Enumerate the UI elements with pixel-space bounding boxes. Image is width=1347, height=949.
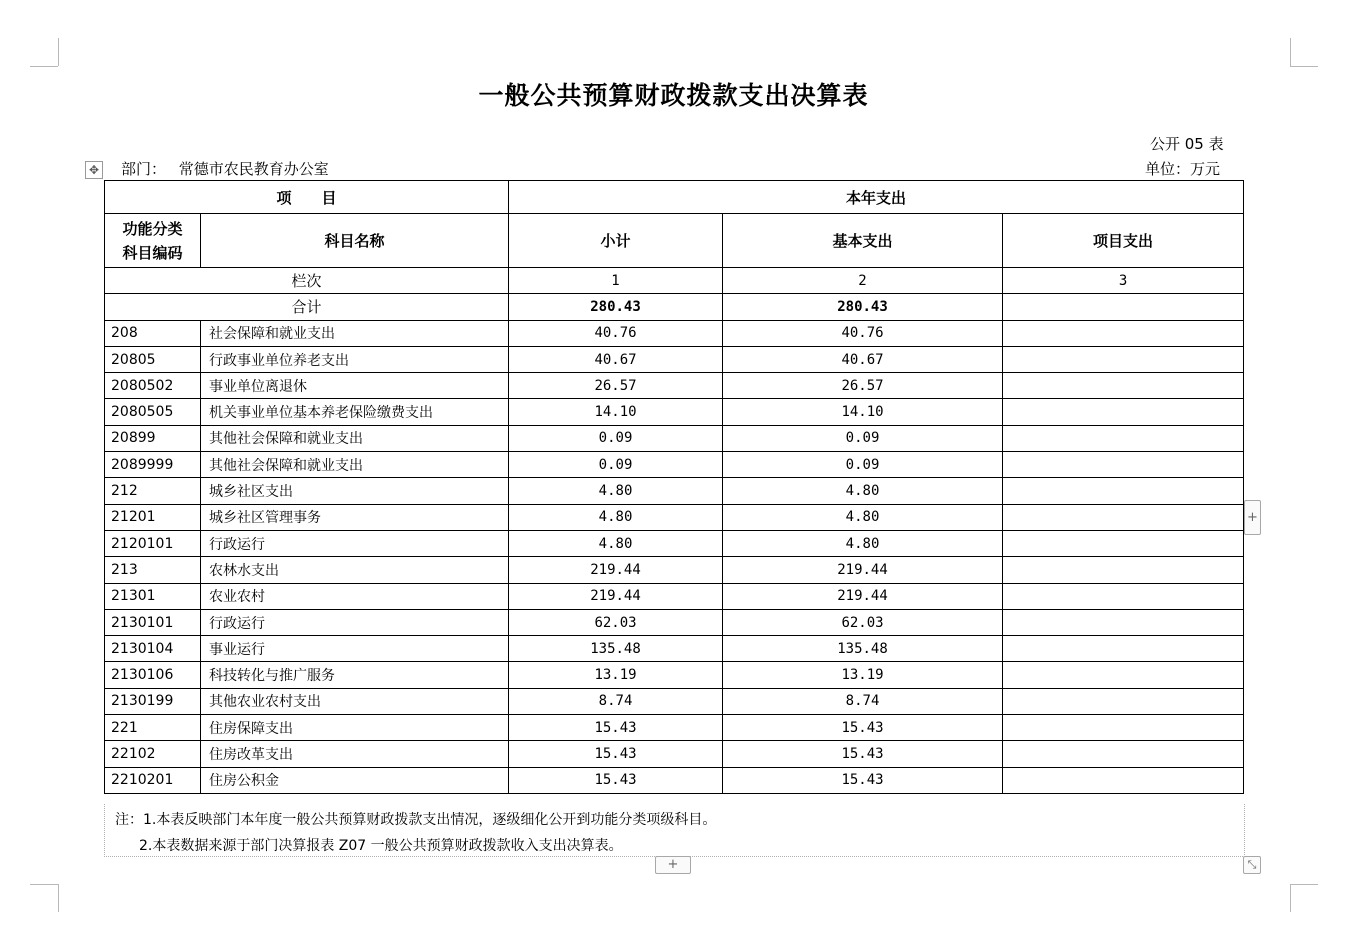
header-basic: 基本支出 (723, 214, 1003, 268)
row-code: 2130101 (105, 609, 201, 635)
header-project: 项目支出 (1003, 214, 1244, 268)
crop-mark (1290, 38, 1291, 66)
row-basic: 13.19 (723, 662, 1003, 688)
row-basic: 62.03 (723, 609, 1003, 635)
table-row (105, 320, 1244, 346)
row-name: 其他农业农村支出 (201, 688, 509, 714)
row-project (1003, 530, 1244, 556)
table-row (105, 715, 1244, 741)
row-basic: 15.43 (723, 741, 1003, 767)
note-1: 注：1.本表反映部门本年度一般公共预算财政拨款支出情况，逐级细化公开到功能分类项级科目。 (115, 812, 717, 828)
row-subtotal: 135.48 (509, 636, 723, 662)
table-row (105, 452, 1244, 478)
total-label: 合计 (105, 294, 509, 320)
crop-mark (58, 38, 59, 66)
crop-mark (30, 66, 58, 67)
row-code: 2210201 (105, 767, 201, 793)
table-header-row (105, 181, 1244, 214)
row-subtotal: 40.76 (509, 320, 723, 346)
crop-mark (1290, 66, 1318, 67)
expenditure-table (104, 180, 1244, 794)
row-project (1003, 425, 1244, 451)
row-project (1003, 609, 1244, 635)
table-row (105, 373, 1244, 399)
row-project (1003, 715, 1244, 741)
row-code: 2120101 (105, 530, 201, 556)
total-row (105, 294, 1244, 320)
row-basic: 15.43 (723, 767, 1003, 793)
row-code: 213 (105, 557, 201, 583)
row-project (1003, 583, 1244, 609)
row-code: 221 (105, 715, 201, 741)
row-basic: 0.09 (723, 425, 1003, 451)
add-row-button[interactable] (655, 856, 691, 874)
total-subtotal: 280.43 (509, 294, 723, 320)
row-name: 住房改革支出 (201, 741, 509, 767)
row-project (1003, 452, 1244, 478)
table-row (105, 741, 1244, 767)
row-code: 20805 (105, 346, 201, 372)
row-subtotal: 0.09 (509, 425, 723, 451)
department-label: 部门： (121, 160, 167, 178)
row-basic: 40.76 (723, 320, 1003, 346)
row-subtotal: 4.80 (509, 530, 723, 556)
row-subtotal: 219.44 (509, 557, 723, 583)
column-index-3: 3 (1003, 268, 1244, 294)
table-header-row (105, 214, 1244, 268)
row-subtotal: 26.57 (509, 373, 723, 399)
row-code: 21301 (105, 583, 201, 609)
row-basic: 14.10 (723, 399, 1003, 425)
plus-icon: + (1247, 510, 1258, 525)
row-subtotal: 15.43 (509, 767, 723, 793)
header-code: 功能分类 科目编码 (105, 214, 201, 268)
crop-mark (1290, 884, 1291, 912)
row-subtotal: 40.67 (509, 346, 723, 372)
header-subtotal: 小计 (509, 214, 723, 268)
crop-mark (30, 884, 58, 885)
form-number: 公开 05 表 (1150, 135, 1224, 153)
row-name: 社会保障和就业支出 (201, 320, 509, 346)
row-project (1003, 373, 1244, 399)
table-row (105, 583, 1244, 609)
add-column-button[interactable] (1244, 500, 1261, 535)
row-subtotal: 8.74 (509, 688, 723, 714)
row-name: 城乡社区支出 (201, 478, 509, 504)
header-expenditure: 本年支出 (509, 181, 1244, 214)
crop-mark (58, 884, 59, 912)
row-code: 2130199 (105, 688, 201, 714)
move-icon[interactable]: ✥ (85, 161, 103, 179)
row-subtotal: 15.43 (509, 741, 723, 767)
row-basic: 40.67 (723, 346, 1003, 372)
crop-mark (1290, 884, 1318, 885)
row-code: 2130104 (105, 636, 201, 662)
row-name: 农林水支出 (201, 557, 509, 583)
department-name: 常德市农民教育办公室 (178, 160, 329, 178)
row-subtotal: 62.03 (509, 609, 723, 635)
department (121, 158, 329, 179)
row-name: 机关事业单位基本养老保险缴费支出 (201, 399, 509, 425)
row-subtotal: 15.43 (509, 715, 723, 741)
row-basic: 219.44 (723, 557, 1003, 583)
row-project (1003, 767, 1244, 793)
row-subtotal: 219.44 (509, 583, 723, 609)
table-row (105, 399, 1244, 425)
table-row (105, 557, 1244, 583)
table-row (105, 688, 1244, 714)
row-project (1003, 346, 1244, 372)
table-row (105, 530, 1244, 556)
table-row (105, 609, 1244, 635)
table-body (105, 320, 1244, 793)
row-project (1003, 504, 1244, 530)
row-basic: 8.74 (723, 688, 1003, 714)
row-code: 208 (105, 320, 201, 346)
row-basic: 219.44 (723, 583, 1003, 609)
row-code: 2089999 (105, 452, 201, 478)
column-index-label: 栏次 (105, 268, 509, 294)
row-project (1003, 478, 1244, 504)
table-row (105, 425, 1244, 451)
row-code: 22102 (105, 741, 201, 767)
row-name: 事业运行 (201, 636, 509, 662)
row-basic: 135.48 (723, 636, 1003, 662)
row-basic: 4.80 (723, 504, 1003, 530)
row-basic: 0.09 (723, 452, 1003, 478)
row-name: 其他社会保障和就业支出 (201, 452, 509, 478)
table-row (105, 636, 1244, 662)
table-resize-handle[interactable] (1243, 856, 1261, 874)
header-item: 项 目 (105, 181, 509, 214)
row-project (1003, 662, 1244, 688)
row-name: 城乡社区管理事务 (201, 504, 509, 530)
row-name: 农业农村 (201, 583, 509, 609)
table-row (105, 504, 1244, 530)
row-name: 行政运行 (201, 609, 509, 635)
table-row (105, 346, 1244, 372)
row-basic: 26.57 (723, 373, 1003, 399)
row-name: 其他社会保障和就业支出 (201, 425, 509, 451)
row-code: 20899 (105, 425, 201, 451)
column-index-2: 2 (723, 268, 1003, 294)
row-project (1003, 741, 1244, 767)
header-name: 科目名称 (201, 214, 509, 268)
notes (104, 804, 1245, 857)
row-code: 2080505 (105, 399, 201, 425)
row-subtotal: 13.19 (509, 662, 723, 688)
row-name: 住房公积金 (201, 767, 509, 793)
column-index-row (105, 268, 1244, 294)
total-project (1003, 294, 1244, 320)
row-code: 2080502 (105, 373, 201, 399)
row-project (1003, 557, 1244, 583)
unit-label: 单位：万元 (1145, 160, 1221, 178)
row-project (1003, 320, 1244, 346)
row-project (1003, 399, 1244, 425)
page-title: 一般公共预算财政拨款支出决算表 (478, 81, 869, 110)
row-basic: 15.43 (723, 715, 1003, 741)
row-project (1003, 688, 1244, 714)
row-subtotal: 4.80 (509, 478, 723, 504)
row-name: 事业单位离退休 (201, 373, 509, 399)
row-basic: 4.80 (723, 478, 1003, 504)
plus-icon: + (667, 857, 679, 872)
row-name: 科技转化与推广服务 (201, 662, 509, 688)
table-row (105, 767, 1244, 793)
row-project (1003, 636, 1244, 662)
note-2: 2.本表数据来源于部门决算报表 Z07 一般公共预算财政拨款收入支出决算表。 (139, 838, 623, 854)
row-name: 住房保障支出 (201, 715, 509, 741)
row-subtotal: 0.09 (509, 452, 723, 478)
row-name: 行政事业单位养老支出 (201, 346, 509, 372)
table-row (105, 478, 1244, 504)
row-name: 行政运行 (201, 530, 509, 556)
row-basic: 4.80 (723, 530, 1003, 556)
row-code: 212 (105, 478, 201, 504)
row-subtotal: 4.80 (509, 504, 723, 530)
resize-icon: ⤡ (1247, 858, 1257, 871)
row-subtotal: 14.10 (509, 399, 723, 425)
column-index-1: 1 (509, 268, 723, 294)
table-row (105, 662, 1244, 688)
row-code: 2130106 (105, 662, 201, 688)
row-code: 21201 (105, 504, 201, 530)
total-basic: 280.43 (723, 294, 1003, 320)
